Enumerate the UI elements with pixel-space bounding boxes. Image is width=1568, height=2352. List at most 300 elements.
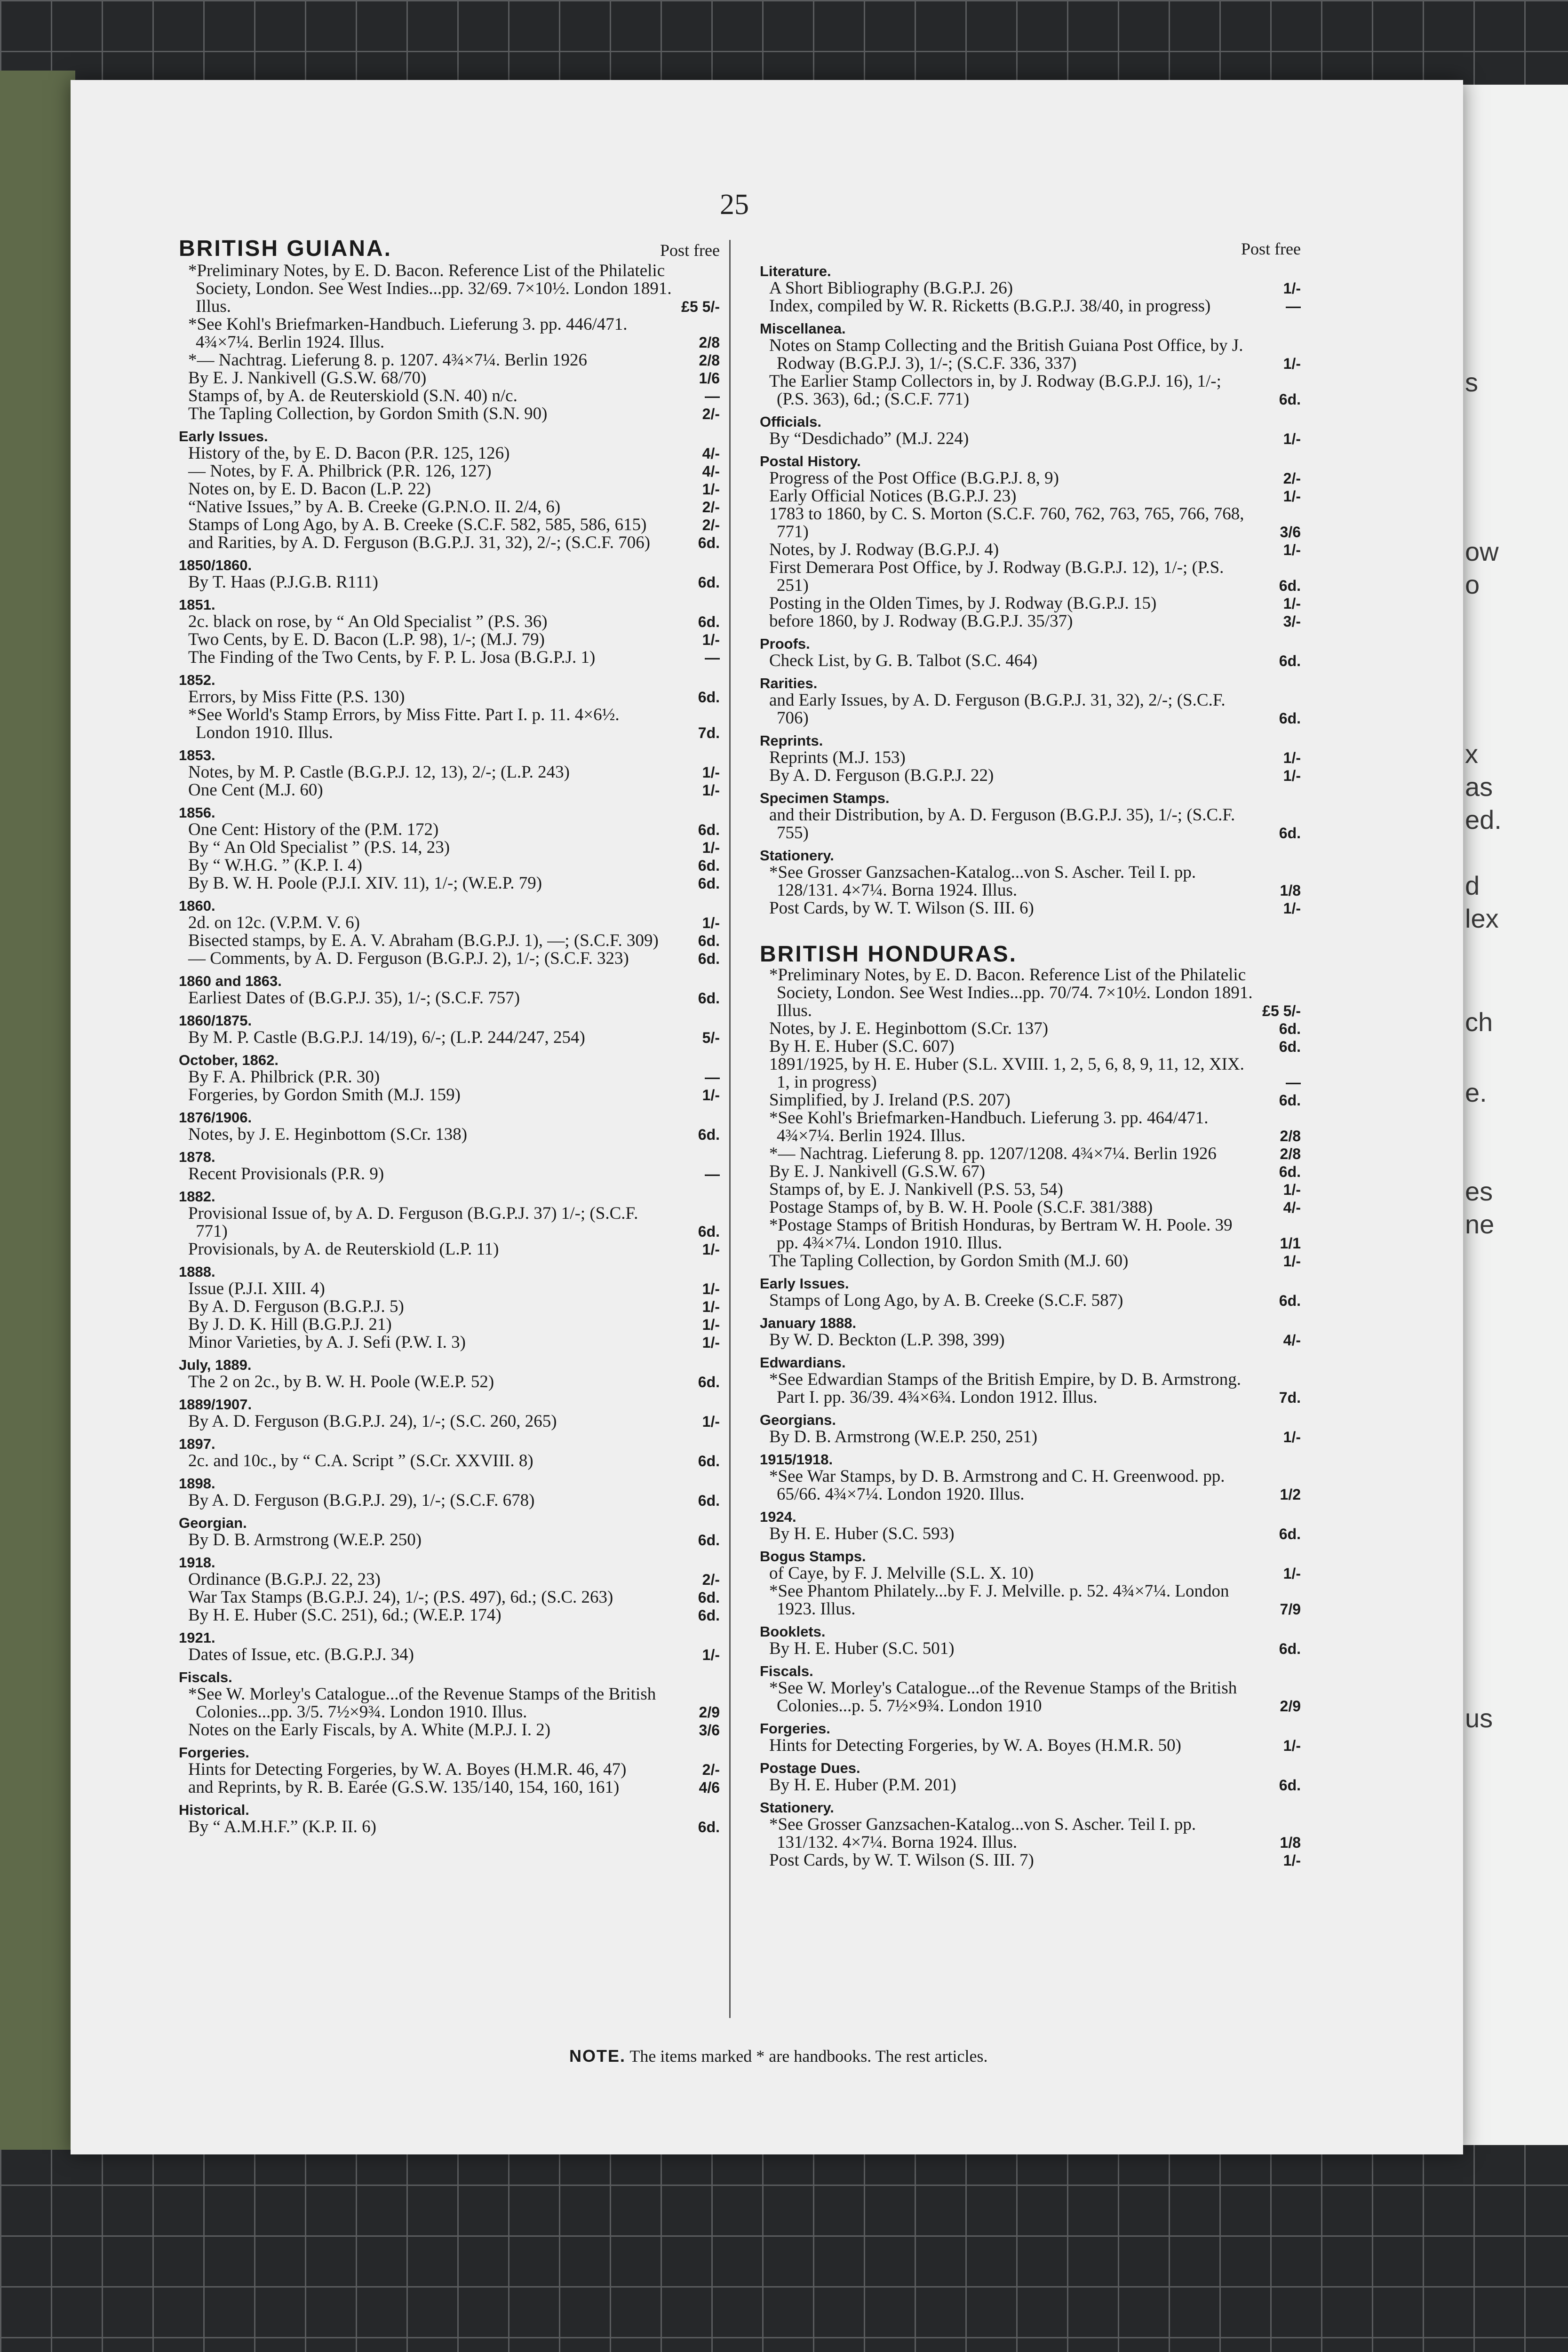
entry-text: *See War Stamps, by D. B. Armstrong and C. H. Greenwood. pp. 65/66. 4¾×7¼. London 1920. Illus. [769,1467,1225,1504]
entry-price: 1/- [1283,749,1301,766]
entry-text: *Preliminary Notes, by E. D. Bacon. Reference List of the Philatelic Society, London. See West Indies...pp. 32/69. 7×10½. London 1891. Illus. [188,261,672,316]
entry-text: *Preliminary Notes, by E. D. Bacon. Reference List of the Philatelic Society, London. See West Indies...pp. 70/74. 7×10½. London 1891. Illus. [769,965,1253,1020]
entry-row [760,864,1301,899]
entry-row [179,1721,720,1739]
section-heading: 1897. [179,1436,215,1452]
entry-text: Minor Varieties, by A. J. Sefi (P.W. I. 3) [188,1333,466,1352]
entry-price: 6d. [1279,391,1301,408]
entry-text: *See W. Morley's Catalogue...of the Revenue Stamps of the British Colonies...p. 5. 7½×9¾. London 1910 [769,1678,1237,1716]
entry-price: 6d. [1279,1163,1301,1180]
entry-price: 1/- [702,1087,720,1104]
entry-text: Postage Stamps of, by B. W. H. Poole (S.C.F. 381/388) [769,1198,1153,1217]
entry-text: and their Distribution, by A. D. Ferguson (B.G.P.J. 35), 1/-; (S.C.F. 755) [769,805,1235,842]
entry-row [760,1199,1301,1216]
section-heading: Early Issues. [179,428,268,445]
entry-text: The Earlier Stamp Collectors in, by J. Rodway (B.G.P.J. 16), 1/-; (P.S. 363), 6d.; (S.C.F. 771) [769,372,1221,409]
entry-text: 2c. and 10c., by “ C.A. Script ” (S.Cr. XXVIII. 8) [188,1451,533,1470]
entry-price: 1/- [1283,1253,1301,1270]
entry-row [760,559,1301,595]
entry-text: Issue (P.J.I. XIII. 4) [188,1279,325,1298]
entry-row [179,874,720,892]
page-fragment: s [1465,367,1478,397]
entry-text: Stamps of Long Ago, by A. B. Creeke (S.C.F. 582, 585, 586, 615) [188,515,647,534]
entry-text: History of the, by E. D. Bacon (P.R. 125, 126) [188,444,510,463]
entry-row [760,1109,1301,1145]
entry-row [179,1126,720,1144]
section-heading: Officials. [760,413,821,430]
entry-text: By F. A. Philbrick (P.R. 30) [188,1067,380,1087]
section-heading: 1852. [179,672,215,688]
entry-price: 1/- [1283,488,1301,505]
entry-price: 1/- [1283,430,1301,447]
entry-text: *— Nachtrag. Lieferung 8. p. 1207. 4¾×7¼. Berlin 1926 [188,350,588,370]
entry-row [179,950,720,968]
entry-price: 1/- [702,1241,720,1258]
entry-row [179,706,720,742]
entry-price: 6d. [698,1589,720,1606]
entry-text: Check List, by G. B. Talbot (S.C. 464) [769,651,1038,670]
entry-price: 6d. [698,990,720,1007]
section-heading: Postal History. [760,453,861,469]
entry-row [179,351,720,369]
entry-row [179,1606,720,1624]
entry-price: 1/- [702,631,720,648]
entry-text: Notes, by M. P. Castle (B.G.P.J. 12, 13), 2/-; (L.P. 243) [188,763,570,782]
entry-price: 1/- [702,1316,720,1333]
section-heading: Specimen Stamps. [760,790,890,806]
footnote-text: The items marked * are handbooks. The rest articles. [629,2047,988,2066]
entry-text: Ordinance (B.G.P.J. 22, 23) [188,1570,381,1589]
entry-row [179,498,720,516]
entry-price: 6d. [1279,577,1301,594]
entry-row [760,1020,1301,1038]
page-fragment: d [1465,871,1480,900]
page-fragment: ed. [1465,805,1502,834]
entry-text: By E. J. Nankivell (G.S.W. 67) [769,1162,986,1181]
entry-row [760,595,1301,612]
entry-text: Stamps of, by E. J. Nankivell (P.S. 53, 54) [769,1180,1063,1199]
entry-text: 1891/1925, by H. E. Huber (S.L. XVIII. 1, 2, 5, 6, 8, 9, 11, 12, XIX. 1, in progress) [769,1055,1244,1092]
entry-price: 6d. [698,1607,720,1624]
entry-text: Index, compiled by W. R. Ricketts (B.G.P.J. 38/40, in progress) [769,296,1211,316]
entry-row [179,1298,720,1316]
section-heading: 1860 and 1863. [179,973,282,989]
entry-row [179,1646,720,1664]
entry-row [179,1589,720,1606]
entry-text: By “ An Old Specialist ” (P.S. 14, 23) [188,838,450,857]
entry-row [760,279,1301,297]
section-heading: Miscellanea. [760,320,846,337]
section-heading: 1876/1906. [179,1109,252,1126]
entry-price: 6d. [1279,1020,1301,1037]
post-free-label: Post free [1241,239,1301,258]
entry-text: By D. B. Armstrong (W.E.P. 250, 251) [769,1427,1038,1446]
entry-price: 6d. [698,1453,720,1470]
entry-price: 6d. [698,875,720,892]
entry-row [179,1334,720,1351]
entry-text: Provisionals, by A. de Reuterskiold (L.P. 11) [188,1240,499,1259]
entry-price: 6d. [1279,1092,1301,1109]
section-heading: 1915/1918. [760,1451,833,1468]
entry-row [760,1679,1301,1715]
entry-row [760,899,1301,917]
entry-text: *See Phantom Philately...by F. J. Melville. p. 52. 4¾×7¼. London 1923. Illus. [769,1581,1229,1619]
entry-row [179,1413,720,1430]
entry-price: 2/- [702,405,720,422]
section-heading: 1860. [179,898,215,914]
entry-row [179,573,720,591]
entry-row [179,1685,720,1721]
entry-text: By H. E. Huber (P.M. 201) [769,1775,956,1795]
section-heading: Reprints. [760,732,823,749]
section-heading: Rarities. [760,675,818,691]
entry-price: 6d. [698,613,720,630]
entry-price: 7d. [1279,1389,1301,1406]
entry-price: 1/- [1283,900,1301,917]
entry-price: 6d. [1279,1640,1301,1657]
entry-price: 2/8 [699,334,720,351]
page-fragment: x [1465,739,1478,769]
page-fragment: ow [1465,537,1499,566]
entry-row [179,1373,720,1391]
entry-text: By E. J. Nankivell (G.S.W. 68/70) [188,368,427,388]
entry-text: A Short Bibliography (B.G.P.J. 26) [769,278,1013,298]
section-heading: 1853. [179,747,215,763]
entry-price: 2/9 [699,1704,720,1721]
entry-price: 1/- [1283,1565,1301,1582]
entry-text: Early Official Notices (B.G.P.J. 23) [769,486,1017,506]
entry-text: and Rarities, by A. D. Ferguson (B.G.P.J. 31, 32), 2/-; (S.C.F. 706) [188,533,651,552]
entry-price: 2/8 [1280,1128,1301,1144]
section-heading: 1851. [179,596,215,613]
section-heading: Postage Dues. [760,1760,860,1776]
entry-row [760,1851,1301,1869]
entry-row [760,1737,1301,1755]
entry-text: Posting in the Olden Times, by J. Rodway (B.G.P.J. 15) [769,594,1157,613]
entry-text: By B. W. H. Poole (P.J.I. XIV. 11), 1/-; (W.E.P. 79) [188,874,542,893]
entry-row [760,505,1301,541]
entry-row [760,1428,1301,1446]
entry-price: — [705,649,720,666]
entry-text: War Tax Stamps (B.G.P.J. 24), 1/-; (P.S. 497), 6d.; (S.C. 263) [188,1588,613,1607]
entry-price: 4/- [702,445,720,462]
entry-price: 2/- [702,499,720,516]
section-heading: 1889/1907. [179,1396,252,1413]
entry-row [179,1068,720,1086]
footnote [569,2046,987,2066]
entry-text: By A. D. Ferguson (B.G.P.J. 5) [188,1297,404,1316]
entry-text: First Demerara Post Office, by J. Rodway (B.G.P.J. 12), 1/-; (P.S. 251) [769,558,1224,595]
entry-row [760,469,1301,487]
entry-price: 2/- [702,516,720,533]
entry-row [760,749,1301,767]
entry-row [760,1816,1301,1851]
entry-price: 1/- [702,481,720,498]
entry-price: 1/1 [1280,1235,1301,1252]
entry-price: 6d. [1279,1777,1301,1794]
entry-row [179,1205,720,1240]
section-heading: October, 1862. [179,1052,279,1068]
entry-price: — [1286,298,1301,315]
entry-text: Notes on, by E. D. Bacon (L.P. 22) [188,479,431,499]
country-title: BRITISH GUIANA. [179,236,392,261]
entry-text: Two Cents, by E. D. Bacon (L.P. 98), 1/-; (M.J. 79) [188,630,545,649]
entry-text: Simplified, by J. Ireland (P.S. 207) [769,1090,1011,1110]
entry-text: “Native Issues,” by A. B. Creeke (G.P.N.O. II. 2/4, 6) [188,497,561,516]
entry-price: 4/- [1283,1332,1301,1349]
entry-text: By “ A.M.H.F.” (K.P. II. 6) [188,1817,376,1836]
entry-row [179,1280,720,1298]
entry-row [179,369,720,387]
page-fragment: e. [1465,1078,1487,1107]
section-heading: 1860/1875. [179,1012,252,1029]
section-heading: Edwardians. [760,1354,846,1371]
entry-price: 6d. [698,574,720,591]
entry-price: 1/- [1283,767,1301,784]
entry-text: By D. B. Armstrong (W.E.P. 250) [188,1530,422,1549]
entry-text: By H. E. Huber (S.C. 251), 6d.; (W.E.P. 174) [188,1605,501,1625]
section-heading: Fiscals. [179,1669,232,1685]
entry-text: The 2 on 2c., by B. W. H. Poole (W.E.P. 52) [188,1372,494,1391]
entry-price: 5/- [702,1029,720,1046]
entry-text: Post Cards, by W. T. Wilson (S. III. 7) [769,1851,1034,1870]
entry-text: and Reprints, by R. B. Earée (G.S.W. 135/140, 154, 160, 161) [188,1778,620,1797]
entry-row [760,806,1301,842]
entry-price: 4/6 [699,1779,720,1796]
page-fragment: ne [1465,1209,1495,1239]
entry-text: Stamps of, by A. de Reuterskiold (S.N. 40) n/c. [188,386,517,405]
entry-text: before 1860, by J. Rodway (B.G.P.J. 35/37) [769,612,1073,631]
entry-row [179,1571,720,1589]
entry-text: Provisional Issue of, by A. D. Ferguson (B.G.P.J. 37) 1/-; (S.C.F. 771) [188,1204,638,1241]
section-heading: 1882. [179,1188,215,1205]
entry-price: 6d. [698,689,720,706]
entry-price: 1/- [702,1334,720,1351]
entry-price: 6d. [698,821,720,838]
section-heading: Forgeries. [760,1720,830,1737]
entry-row [179,387,720,405]
entry-text: Forgeries, by Gordon Smith (M.J. 159) [188,1085,461,1104]
entry-text: By A. D. Ferguson (B.G.P.J. 22) [769,766,994,785]
entry-price: 4/- [1283,1199,1301,1216]
entry-text: By W. D. Beckton (L.P. 398, 399) [769,1330,1005,1350]
entry-price: 3/6 [1280,524,1301,540]
section-heading: 1918. [179,1554,215,1571]
entry-text: Notes, by J. E. Heginbottom (S.Cr. 138) [188,1125,468,1144]
entry-row [760,1640,1301,1658]
country-header [179,236,720,261]
entry-row [179,857,720,874]
entry-text: — Comments, by A. D. Ferguson (B.G.P.J. 2), 1/-; (S.C.F. 323) [188,949,629,968]
entry-price: 2/8 [1280,1145,1301,1162]
entry-text: and Early Issues, by A. D. Ferguson (B.G.P.J. 31, 32), 2/-; (S.C.F. 706) [769,691,1226,728]
entry-text: By M. P. Castle (B.G.P.J. 14/19), 6/-; (L.P. 244/247, 254) [188,1028,585,1047]
entry-text: By T. Haas (P.J.G.B. R111) [188,572,378,592]
section-heading: Fiscals. [760,1663,813,1679]
entry-price: 1/- [702,1280,720,1297]
entry-row [179,1818,720,1836]
page-fragment: es [1465,1176,1493,1206]
entry-text: 1783 to 1860, by C. S. Morton (S.C.F. 760, 762, 763, 765, 766, 768, 771) [769,504,1244,541]
entry-row [179,1452,720,1470]
entry-text: By J. D. K. Hill (B.G.P.J. 21) [188,1315,392,1334]
entry-price: 4/- [702,463,720,480]
section-heading: Historical. [179,1802,249,1818]
entry-text: Stamps of Long Ago, by A. B. Creeke (S.C.F. 587) [769,1291,1123,1310]
entry-text: Hints for Detecting Forgeries, by W. A. Boyes (H.M.R. 50) [769,1736,1181,1755]
entry-row [760,1038,1301,1056]
section-heading: 1888. [179,1263,215,1280]
section-heading: Proofs. [760,636,810,652]
entry-text: By H. E. Huber (S.C. 593) [769,1524,955,1543]
entry-price: 6d. [1279,710,1301,727]
entry-row [179,1029,720,1047]
section-heading: Booklets. [760,1623,826,1640]
post-free-label: Post free [660,241,720,260]
entry-price: 1/- [1283,1429,1301,1446]
entry-price: 1/- [702,839,720,856]
entry-row [760,541,1301,559]
entry-price: 1/- [702,1646,720,1663]
entry-price: 6d. [1279,1292,1301,1309]
entry-row [179,1492,720,1510]
entry-price: 6d. [1279,1038,1301,1055]
entry-text: Hints for Detecting Forgeries, by W. A. Boyes (H.M.R. 46, 47) [188,1760,627,1779]
entry-row [760,767,1301,785]
entry-text: 2c. black on rose, by “ An Old Specialist ” (P.S. 36) [188,612,548,631]
column-divider [729,240,731,2018]
entry-price: 6d. [698,1492,720,1509]
entry-text: By “Desdichado” (M.J. 224) [769,429,969,448]
entry-row [179,534,720,552]
section-heading: 1924. [760,1509,796,1525]
entry-text: *See Grosser Ganzsachen-Katalog...von S. Ascher. Teil I. pp. 128/131. 4×7¼. Borna 1924. Illus. [769,863,1196,900]
entry-row [760,1371,1301,1406]
entry-price: — [705,388,720,405]
entry-price: 1/- [1283,1737,1301,1754]
entry-row [760,1181,1301,1199]
entry-price: 6d. [698,1374,720,1391]
entry-price: — [1286,1074,1301,1091]
section-heading: Stationery. [760,1799,834,1816]
entry-text: — Notes, by F. A. Philbrick (P.R. 126, 127) [188,461,492,481]
catalogue-page [71,80,1463,2154]
entry-row [760,1582,1301,1618]
entry-text: Errors, by Miss Fitte (P.S. 130) [188,687,405,707]
entry-text: Notes, by J. Rodway (B.G.P.J. 4) [769,540,999,559]
entry-row [179,631,720,649]
entry-price: 6d. [698,1223,720,1240]
entry-price: 7d. [698,724,720,741]
section-heading: Georgian. [179,1515,247,1531]
entry-price: 1/- [702,1298,720,1315]
entry-price: £5 5/- [681,298,720,315]
entry-row [760,652,1301,670]
entry-row [179,932,720,950]
entry-price: 1/- [1283,280,1301,297]
entry-row [760,1163,1301,1181]
entry-price: 6d. [1279,825,1301,842]
entry-price: 1/- [1283,1181,1301,1198]
section-heading: Early Issues. [760,1275,849,1292]
entry-text: By A. D. Ferguson (B.G.P.J. 29), 1/-; (S.C.F. 678) [188,1491,535,1510]
entry-text: *See World's Stamp Errors, by Miss Fitte. Part I. p. 11. 4×6½. London 1910. Illus. [188,705,620,742]
entry-row [179,462,720,480]
entry-price: 3/6 [699,1722,720,1739]
entry-text: Progress of the Post Office (B.G.P.J. 8, 9) [769,469,1059,488]
entry-row [760,1292,1301,1310]
entry-text: *See W. Morley's Catalogue...of the Revenue Stamps of the British Colonies...pp. 3/5. 7½×9¾. London 1910. Illus. [188,1685,656,1722]
section-heading: 1878. [179,1149,215,1165]
page-fragment: o [1465,570,1480,599]
section-gap [760,917,1301,946]
entry-row [179,1086,720,1104]
entry-text: Reprints (M.J. 153) [769,748,906,767]
page-fragment: ch [1465,1007,1493,1037]
entry-text: By “ W.H.G. ” (K.P. I. 4) [188,856,362,875]
entry-row [760,612,1301,630]
footnote-label: NOTE. [569,2046,626,2066]
entry-text: *See Grosser Ganzsachen-Katalog...von S. Ascher. Teil I. pp. 131/132. 4×7¼. Borna 1924. Illus. [769,1815,1196,1852]
entry-price: 2/- [1283,470,1301,487]
page-fragment: as [1465,772,1493,802]
entry-text: By H. E. Huber (S.C. 607) [769,1037,955,1056]
entry-price: 2/9 [1280,1698,1301,1715]
entry-text: The Tapling Collection, by Gordon Smith (S.N. 90) [188,404,548,423]
entry-row [760,691,1301,727]
entry-row [760,1056,1301,1091]
entry-row [179,1316,720,1334]
section-heading: Georgians. [760,1412,836,1428]
entry-price: 7/9 [1280,1601,1301,1618]
left-column [179,236,720,1836]
entry-row [760,430,1301,448]
entry-row [760,337,1301,373]
entry-row [179,839,720,857]
entry-row [179,316,720,351]
entry-price: 1/- [1283,355,1301,372]
entry-price: — [705,1166,720,1183]
section-heading: January 1888. [760,1315,857,1331]
section-heading: 1898. [179,1475,215,1492]
entry-price: 3/- [1283,613,1301,630]
entry-price: 6d. [698,1532,720,1549]
entry-row [760,373,1301,408]
entry-price: 6d. [698,950,720,967]
entry-row [760,1216,1301,1252]
entry-row [760,1331,1301,1349]
book-binding [0,71,75,2150]
entry-text: Post Cards, by W. T. Wilson (S. III. 6) [769,898,1034,918]
entry-row [179,781,720,799]
entry-row [760,1091,1301,1109]
entry-price: 1/- [1283,595,1301,612]
entry-row [179,516,720,534]
entry-price: — [705,1069,720,1086]
entry-price: 1/- [702,1413,720,1430]
section-heading: Literature. [760,263,831,279]
entry-text: Recent Provisionals (P.R. 9) [188,1164,384,1184]
country-header [760,942,1301,967]
entry-text: Notes, by J. E. Heginbottom (S.Cr. 137) [769,1019,1049,1038]
entry-text: Notes on the Early Fiscals, by A. White (M.P.J. I. 2) [188,1720,551,1740]
page-number: 25 [720,189,749,221]
entry-text: One Cent (M.J. 60) [188,780,323,800]
entry-row [179,649,720,667]
entry-row [760,1565,1301,1582]
entry-text: By H. E. Huber (S.C. 501) [769,1639,955,1658]
entry-price: 1/- [1283,1852,1301,1869]
